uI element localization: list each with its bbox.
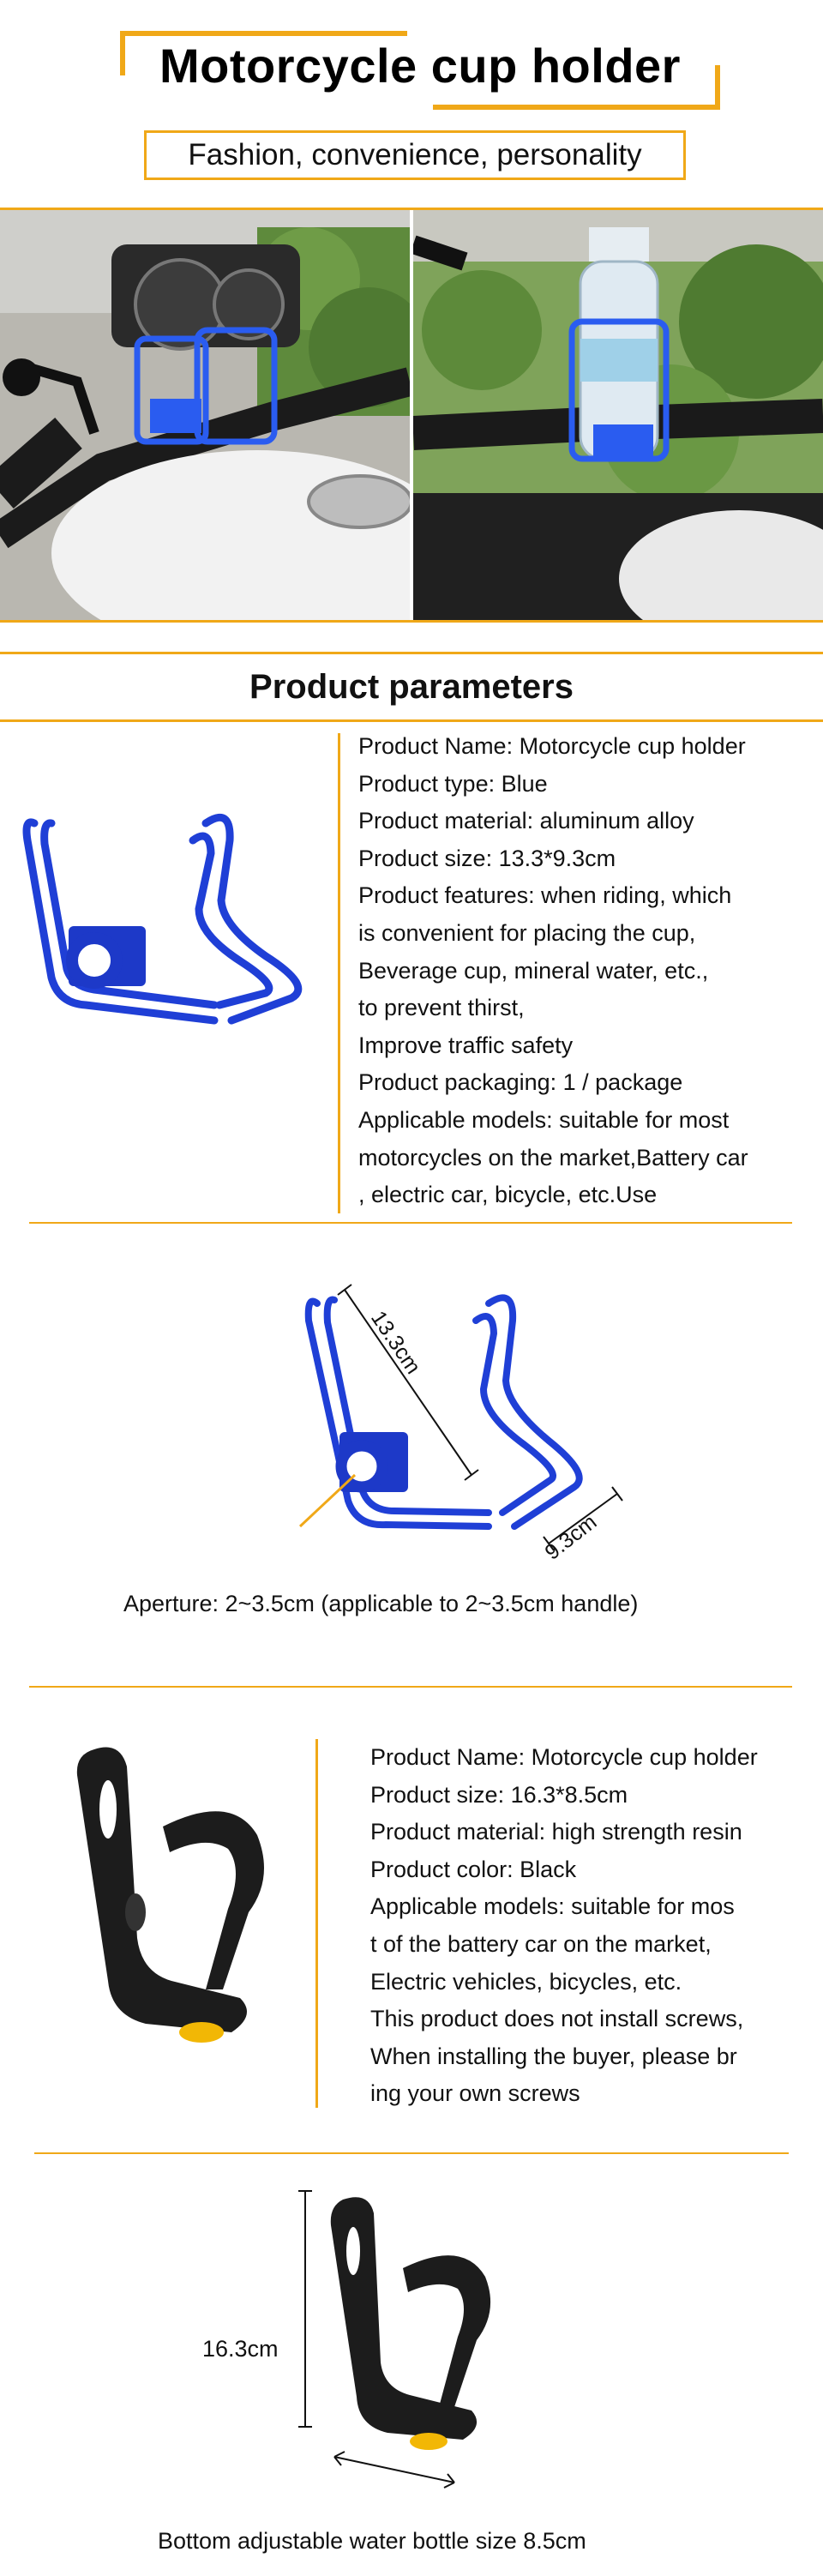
bottom-size-caption: Bottom adjustable water bottle size 8.5cm bbox=[158, 2528, 586, 2554]
divider-horizontal-3 bbox=[34, 2152, 789, 2154]
spec-line: Product features: when riding, which bbox=[358, 882, 732, 909]
spec-line: Product Name: Motorcycle cup holder bbox=[358, 733, 746, 759]
spec-line: t of the battery car on the market, bbox=[370, 1930, 712, 1957]
divider-vertical-2 bbox=[315, 1739, 318, 2108]
spec-line: Product type: Blue bbox=[358, 770, 548, 797]
spec-line: Applicable models: suitable for mos bbox=[370, 1893, 735, 1920]
spec-line: Product size: 13.3*9.3cm bbox=[358, 845, 616, 871]
section-header-parameters bbox=[0, 652, 823, 722]
black-holder-image bbox=[60, 1741, 283, 2084]
spec-line: to prevent thirst, bbox=[358, 995, 525, 1021]
photo-strip bbox=[0, 208, 823, 623]
photo-bottle-in-holder bbox=[413, 210, 823, 620]
black-holder-dimension-diagram bbox=[291, 2182, 532, 2521]
spec-line: Beverage cup, mineral water, etc., bbox=[358, 957, 709, 984]
dimension-width-label: 9.3cm bbox=[540, 1509, 602, 1565]
divider-horizontal-1 bbox=[29, 1222, 792, 1224]
spec-line: When installing the buyer, please br bbox=[370, 2043, 737, 2069]
spec-line: Product material: aluminum alloy bbox=[358, 808, 694, 834]
title-frame bbox=[120, 31, 720, 110]
spec-line: Product packaging: 1 / package bbox=[358, 1069, 683, 1096]
divider-horizontal-2 bbox=[29, 1686, 792, 1688]
spec-line: ing your own screws bbox=[370, 2080, 580, 2107]
spec-line: motorcycles on the market,Battery car bbox=[358, 1144, 748, 1171]
spec-line: Product Name: Motorcycle cup holder bbox=[370, 1744, 758, 1770]
spec-line: Product size: 16.3*8.5cm bbox=[370, 1781, 628, 1808]
blue-holder-dimension-diagram bbox=[266, 1269, 626, 1595]
page-title: Motorcycle cup holder bbox=[159, 39, 681, 93]
photo-holder-on-handlebar bbox=[0, 210, 410, 620]
section-title: Product parameters bbox=[249, 668, 574, 706]
spec-line: This product does not install screws, bbox=[370, 2006, 744, 2032]
spec-line: Product material: high strength resin bbox=[370, 1819, 742, 1845]
spec-line: Applicable models: suitable for most bbox=[358, 1106, 730, 1133]
divider-vertical-1 bbox=[338, 733, 340, 1213]
dimension-height-label: 16.3cm bbox=[202, 2336, 279, 2362]
spec-line: Improve traffic safety bbox=[358, 1032, 574, 1058]
subtitle-box: Fashion, convenience, personality bbox=[144, 130, 686, 180]
spec-line: Electric vehicles, bicycles, etc. bbox=[370, 1968, 682, 1995]
blue-holder-image bbox=[17, 806, 326, 1063]
spec-line: is convenient for placing the cup, bbox=[358, 919, 696, 946]
aperture-caption: Aperture: 2~3.5cm (applicable to 2~3.5cm handle) bbox=[123, 1591, 639, 1616]
spec-line: Product color: Black bbox=[370, 1856, 577, 1882]
spec-line: , electric car, bicycle, etc.Use bbox=[358, 1182, 658, 1208]
product1-specs bbox=[358, 728, 748, 1214]
dimension-length-label: 13.3cm bbox=[366, 1306, 426, 1379]
product2-specs bbox=[370, 1739, 758, 2113]
